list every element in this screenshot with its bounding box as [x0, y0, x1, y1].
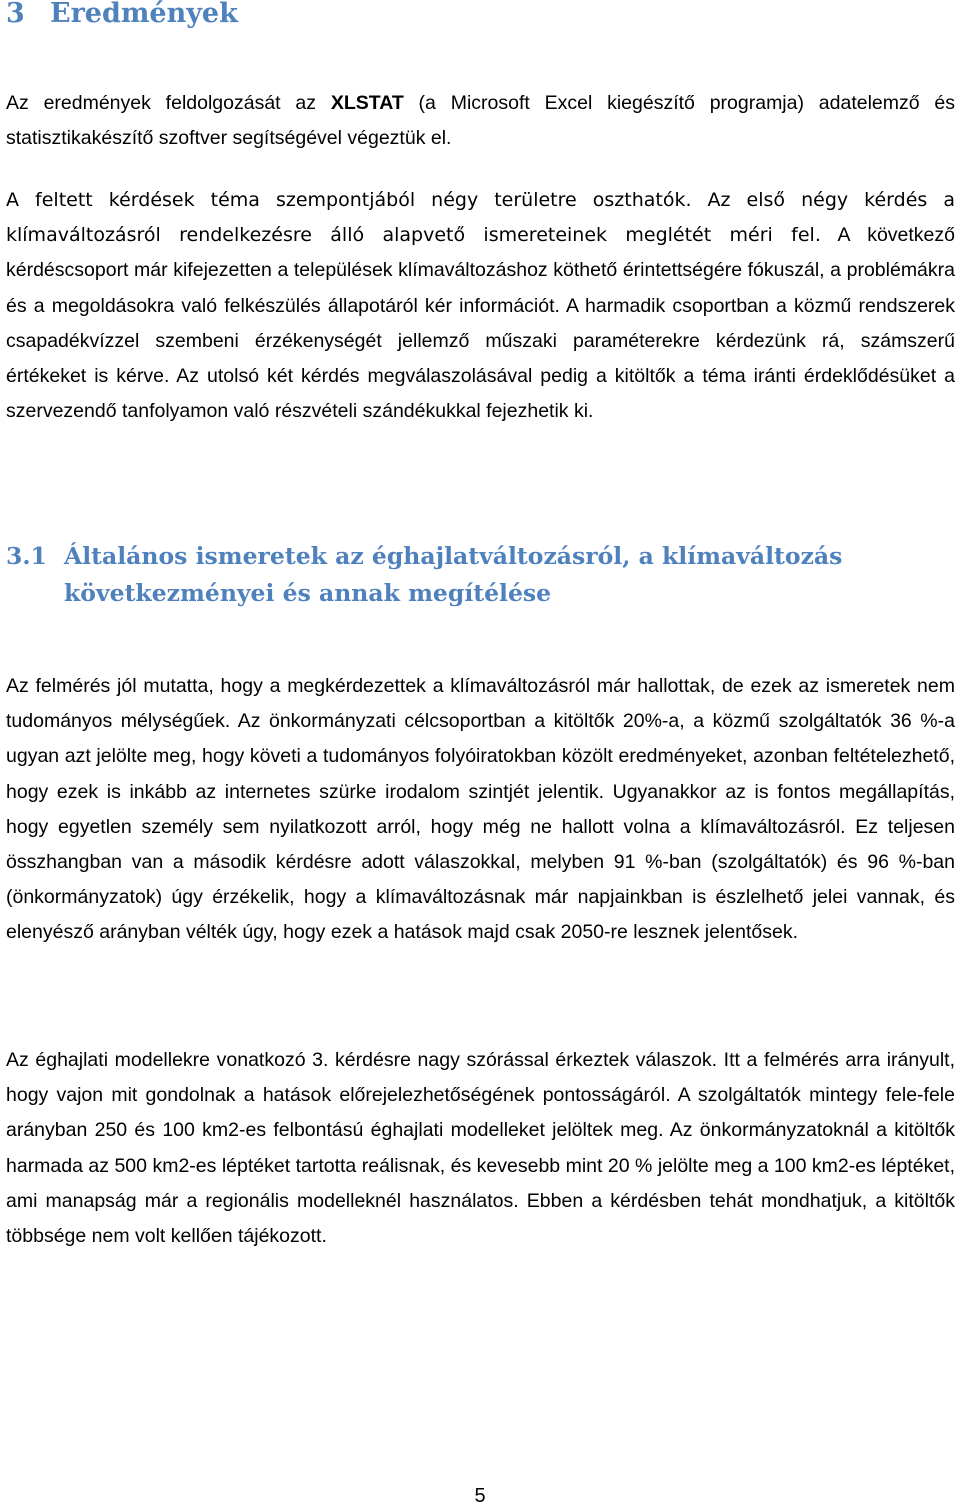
intro-text-2: (a Microsoft Excel kiegészítő programja) adatelemző és statisztikakészítő szoftver segítségével végeztük el. — [6, 92, 956, 150]
paragraph-question-groups — [6, 183, 955, 429]
paragraph-climate-models: Az éghajlati modellekre vonatkozó 3. kérdésre nagy szórással érkeztek válaszok. Itt a felmérés arra irányult, hogy vajon mit gondolnak a hatások előrejelezhetőségének pontosságáról. A szolgáltatók mintegy fele-fele arányban 250 és 100 km2-es felbontású éghajlati modelleket jelöltek meg. Az önkormányzatoknál a kitöltők harmada az 500 km2-es léptéket tartotta reálisnak, és kevesebb mint 20 % jelölte meg a 100 km2-es léptéket, ami manapság már a regionális modelleknél használatos. Ebben a kérdésben tehát mondhatjuk, a kitöltők többsége nem volt kellően tájékozott. — [6, 1049, 955, 1248]
page-number: 5 — [474, 1485, 486, 1507]
section-heading — [6, 538, 955, 612]
paragraph-survey-results: Az felmérés jól mutatta, hogy a megkérdezettek a klímaváltozásról már hallottak, de ezek az ismeretek nem tudományos mélységűek. Az önkormányzati célcsoportban a kitöltők 20%-a, a közmű szolgáltatók 36 %-a ugyan azt jelölte meg, hogy követi a tudományos folyóiratokban közölt eredményeket, azonban feltételezhető, hogy ezek is inkább az internetes szürke irodalom szintjét jelentik. Ugyanakkor az is fontos megállapítás, hogy egyetlen személy sem nyilatkozott arról, hogy még ne hallott volna a klímaváltozásról. Ez teljesen összhangban van a második kérdésre adott válaszokkal, melyben 91 %-ban (szolgáltatók) és 96 %-ban (önkormányzatok) úgy érzékelik, hogy a klímaváltozásnak már napjainkban is észlelhető jelei vannak, és elenyésző arányban vélték úgy, hogy ezek a hatások majd csak 2050-re lesznek jelentősek. — [6, 675, 955, 944]
chapter-title: Eredmények — [50, 0, 238, 29]
section-number: 3.1 — [6, 542, 47, 570]
chapter-number: 3 — [6, 0, 25, 29]
chapter-heading — [6, 0, 238, 34]
paragraph-intro — [6, 86, 955, 156]
section-title-line1: Általános ismeretek az éghajlatváltozásról, a klímaváltozás — [64, 542, 843, 570]
intro-software-name: XLSTAT — [330, 92, 404, 114]
question-groups-text-2: A következő kérdéscsoport már kifejezetten a települések klímaváltozáshoz köthető érintettségére fókuszál, a problémákra és a megoldásokra való felkészülés állapotáról kér információt. A harmadik csoportban a közmű rendszerek csapadékvízzel szembeni érzékenységét jellemző műszaki paraméterekre kérdezünk rá, számszerű értékeket is kérve. Az utolsó két kérdés megválaszolásával pedig a kitöltők a téma iránti érdeklődésüket a szervezendő tanfolyamon való részvételi szándékukkal fejezhetik ki. — [6, 224, 955, 423]
section-title-line2: következményei és annak megítélése — [64, 579, 552, 607]
intro-text-1: Az eredmények feldolgozását az — [6, 92, 331, 114]
question-groups-text-1: A feltett kérdések téma szempontjából négy területre oszthatók. Az első négy kérdés a klímaváltozásról rendelkezésre álló alapvető ismereteinek meglétét méri fel. — [6, 189, 955, 247]
